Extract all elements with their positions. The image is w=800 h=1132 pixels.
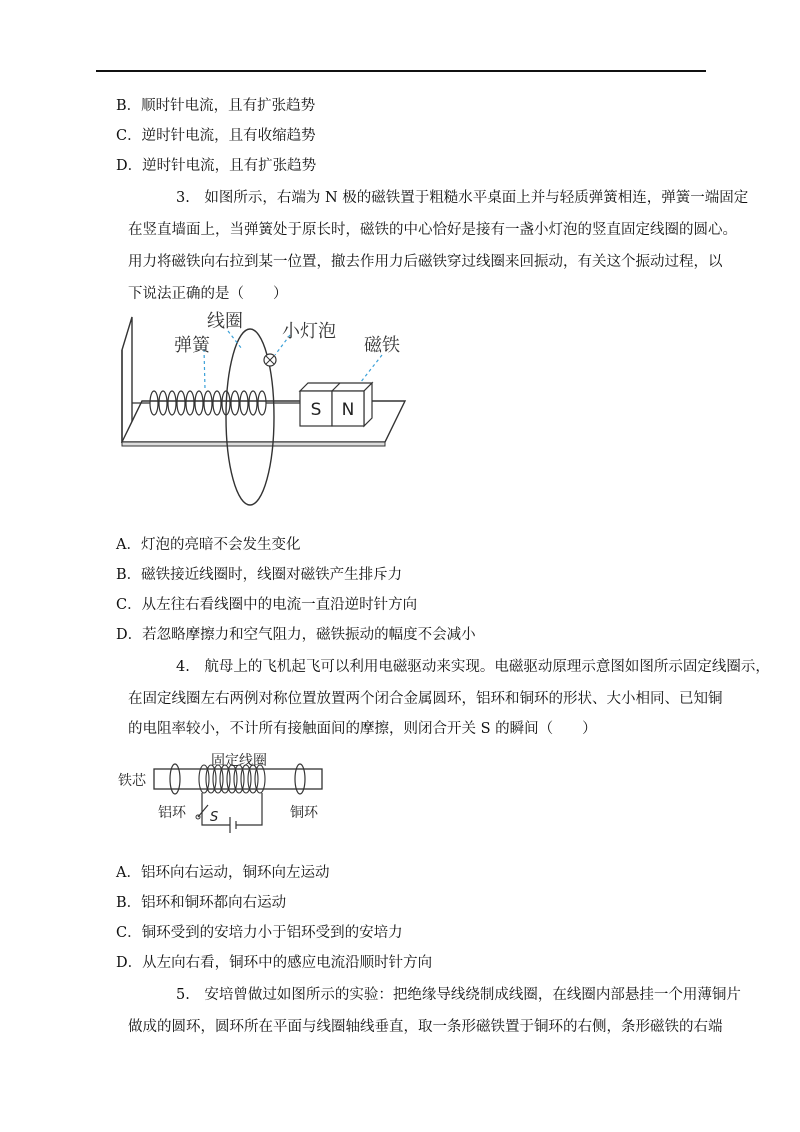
q4-option-a: A．铝环向右运动，铜环向左运动 [116, 865, 330, 881]
label-magnet: 磁铁 [364, 335, 400, 356]
q4-figure [112, 745, 332, 845]
label-bulb: 小灯泡 [282, 321, 336, 342]
q4-stem-line-3: 的电阻率较小，不计所有接触面间的摩擦，则闭合开关 S 的瞬间（ ） [128, 721, 597, 737]
label-copper-ring: 铜环 [290, 805, 318, 821]
q4-stem-line-1: 4. 航母上的飞机起飞可以利用电磁驱动来实现。电磁驱动原理示意图如图所示固定线圈示， [176, 659, 770, 675]
q4-option-c: C．铜环受到的安培力小于铝环受到的安培力 [116, 925, 403, 941]
label-fixed-coil: 固定线圈 [211, 753, 267, 769]
pole-s-label: S [310, 400, 322, 420]
q3-stem-line-1: 3. 如图所示，右端为 N 极的磁铁置于粗糙水平桌面上并与轻质弹簧相连，弹簧一端固定 [176, 190, 749, 206]
q2-option-d: D．逆时针电流，且有扩张趋势 [116, 158, 317, 174]
pole-n-label: N [341, 400, 355, 420]
q3-option-b: B．磁铁接近线圈时，线圈对磁铁产生排斥力 [116, 567, 403, 583]
q3-stem-line-4: 下说法正确的是（ ） [128, 286, 288, 302]
q2-option-b: B．顺时针电流，且有扩张趋势 [116, 98, 316, 114]
label-coil: 线圈 [207, 311, 243, 332]
label-spring: 弹簧 [174, 335, 210, 356]
q2-option-c: C．逆时针电流，且有收缩趋势 [116, 128, 316, 144]
q4-option-d: D．从左向右看，铜环中的感应电流沿顺时针方向 [116, 955, 433, 971]
q3-option-c: C．从左往右看线圈中的电流一直沿逆时针方向 [116, 597, 418, 613]
q3-option-a: A．灯泡的亮暗不会发生变化 [116, 537, 301, 553]
q3-stem-line-2: 在竖直墙面上，当弹簧处于原长时，磁铁的中心恰好是接有一盏小灯泡的竖直固定线圈的圆心。 [128, 222, 737, 238]
label-aluminum-ring: 铝环 [158, 805, 186, 821]
header-rule [96, 70, 706, 72]
q3-stem-line-3: 用力将磁铁向右拉到某一位置，撤去作用力后磁铁穿过线圈来回振动，有关这个振动过程，以 [128, 254, 723, 270]
q4-stem-line-2: 在固定线圈左右两例对称位置放置两个闭合金属圆环，铝环和铜环的形状、大小相同、已知铜 [128, 691, 723, 707]
q5-stem-line-2: 做成的圆环，圆环所在平面与线圈轴线垂直，取一条形磁铁置于铜环的右侧，条形磁铁的右端 [128, 1019, 723, 1035]
q4-option-b: B．铝环和铜环都向右运动 [116, 895, 287, 911]
q3-option-d: D．若忽略摩擦力和空气阻力，磁铁振动的幅度不会减小 [116, 627, 476, 643]
q5-stem-line-1: 5. 安培曾做过如图所示的实验：把绝缘导线绕制成线圈，在线圈内部悬挂一个用薄铜片 [176, 987, 741, 1003]
label-switch: S [210, 810, 219, 825]
label-iron-core: 铁芯 [118, 773, 146, 789]
bulb-icon [264, 354, 276, 366]
q3-figure [110, 305, 420, 520]
